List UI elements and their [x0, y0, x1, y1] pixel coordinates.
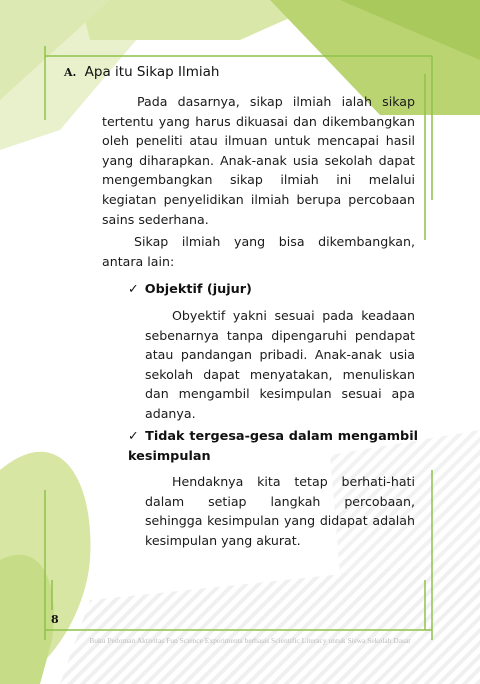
checkmark-icon: ✓	[128, 282, 139, 297]
list-intro-paragraph: Sikap ilmiah yang bisa dikembangkan, antara lain:	[102, 234, 415, 269]
intro-paragraph: Pada dasarnya, sikap ilmiah ialah sikap tertentu yang harus dikuasai dan dikembangkan oleh peneliti atau ilmuan untuk mencapai hasil yang diharapkan. Anak-anak usia sekolah dapat mengembangkan sikap ilmiah ini melalui kegiatan penyelidikan ilmiah berupa percobaan sains sederhana.	[102, 94, 415, 227]
list-item-heading	[128, 280, 418, 300]
footer-text: Buku Pedoman Aktivitas Fun Science Experiments berbasis Scientific Literacy untuk Siswa Sekolah Dasar	[89, 636, 411, 645]
page-number: 8	[51, 613, 59, 626]
list-item-text: Obyektif yakni sesuai pada keadaan sebenarnya tanpa dipengaruhi pendapat atau pandangan pribadi. Anak-anak usia sekolah dapat menyatakan, menuliskan dan mengambil kesimpulan sesuai apa adanya.	[145, 308, 415, 421]
list-item-title: Tidak tergesa-gesa dalam mengambil kesimpulan	[128, 429, 418, 464]
section-heading	[64, 64, 424, 80]
section-title: Apa itu Sikap Ilmiah	[84, 64, 220, 80]
list-item-text: Hendaknya kita tetap berhati-hati dalam setiap langkah percobaan, sehingga kesimpulan yang didapat adalah kesimpulan yang akurat.	[145, 474, 415, 548]
list-item-title: Objektif (jujur)	[144, 282, 252, 297]
checkmark-icon: ✓	[128, 429, 140, 444]
list-item-heading	[128, 427, 418, 466]
section-letter: A.	[64, 66, 77, 79]
